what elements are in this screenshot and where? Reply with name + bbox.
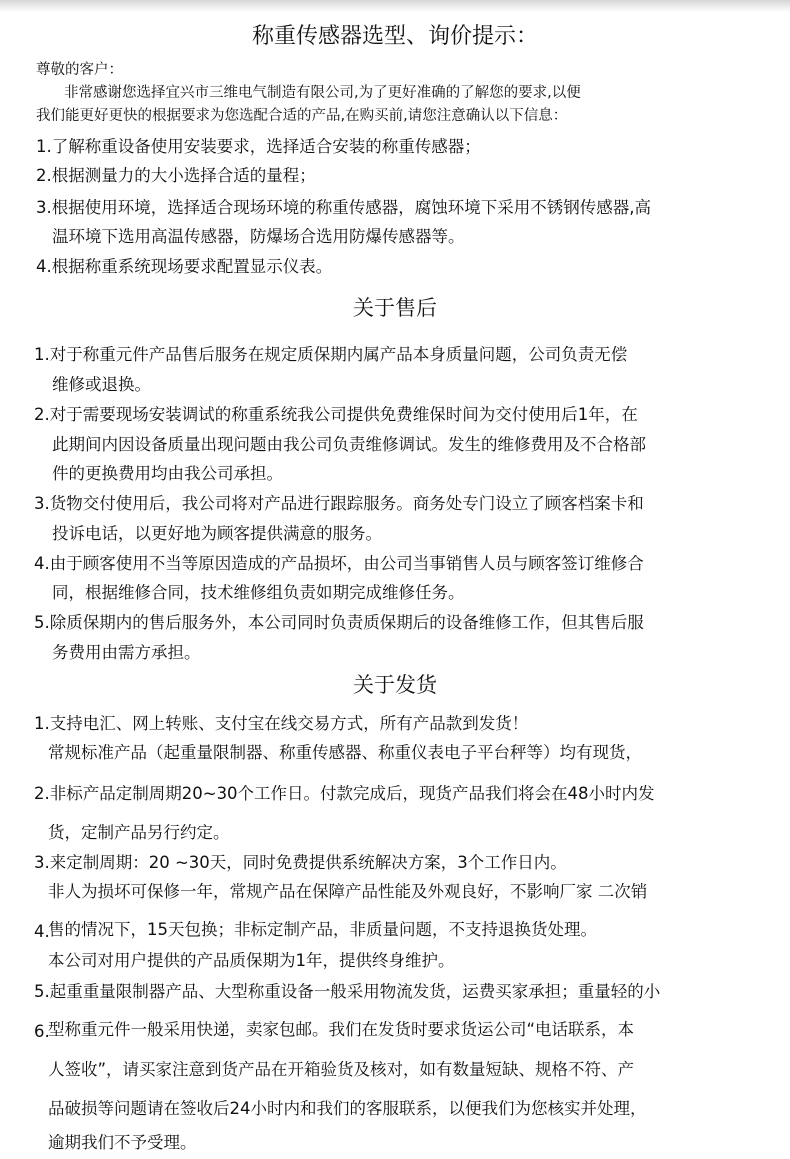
shipping-line: 货，定制产品另行约定。 [48, 823, 230, 842]
selection-item-3: 3.根据使用环境，选择适合现场环境的称重传感器，腐蚀环境下采用不锈钢传感器,高 [36, 198, 651, 217]
intro-line-1: 非常感谢您选择宜兴市三维电气制造有限公司,为了更好准确的了解您的要求,以便 [64, 85, 581, 101]
selection-item-1: 1.了解称重设备使用安装要求，选择适合安装的称重传感器； [36, 137, 481, 156]
shipping-line: 本公司对用户提供的产品质保期为1年，提供终身维护。 [48, 951, 455, 970]
shipping-line: 逾期我们不予受理。 [48, 1133, 197, 1152]
shipping-line: 型称重元件一般采用快递，卖家包邮。我们在发货时要求货运公司“电话联系，本 [48, 1020, 635, 1039]
aftersales-line: 此期间内因设备质量出现问题由我公司负责维修调试。发生的维修费用及不合格部 [52, 435, 646, 454]
greeting: 尊敬的客户： [36, 62, 123, 78]
shipping-line: 售的情况下，15天包换；非标定制产品，非质量问题，不支持退换货处理。 [48, 920, 597, 939]
selection-item-2: 2.根据测量力的大小选择合适的量程； [36, 166, 316, 185]
shipping-line: 5.起重重量限制器产品、大型称重设备一般采用物流发货，运费买家承担；重量轻的小 [34, 982, 661, 1001]
shipping-line: 非人为损坏可保修一年，常规产品在保障产品性能及外观良好，不影响厂家 二次销 [48, 882, 648, 901]
shipping-line: 常规标准产品（起重量限制器、称重传感器、称重仪表电子平台秤等）均有现货， [48, 743, 642, 762]
shipping-line: 1.支持电汇、网上转账、支付宝在线交易方式，所有产品款到发货！ [34, 714, 529, 733]
aftersales-line: 4.由于顾客使用不当等原因造成的产品损坏，由公司当事销售人员与顾客签订维修合 [34, 554, 644, 573]
shipping-line: 人签收”，请买家注意到货产品在开箱验货及核对，如有数量短缺、规格不符、产 [48, 1060, 635, 1079]
aftersales-line: 维修或退换。 [52, 375, 151, 394]
intro-line-2: 我们能更好更快的根据要求为您选配合适的产品,在购买前,请您注意确认以下信息： [36, 108, 568, 124]
aftersales-line: 投诉电话，以更好地为顾客提供满意的服务。 [52, 524, 382, 543]
shipping-item-number: 4. [34, 922, 50, 941]
page-title: 称重传感器选型、询价提示： [251, 24, 538, 49]
shipping-line: 品破损等问题请在签收后24小时内和我们的客服联系，以便我们为您核实并处理， [48, 1099, 647, 1118]
aftersales-line: 同，根据维修合同，技术维修组负责如期完成维修任务。 [52, 583, 465, 602]
shipping-line: 3.来定制周期：20 ~30天，同时免费提供系统解决方案，3个工作日内。 [34, 853, 567, 872]
aftersales-line: 5.除质保期内的售后服务外，本公司同时负责质保期后的设备维修工作，但其售后服 [34, 613, 644, 632]
selection-item-4: 4.根据称重系统现场要求配置显示仪表。 [36, 257, 333, 276]
shipping-line: 2.非标产品定制周期20~30个工作日。付款完成后，现货产品我们将会在48小时内发 [34, 784, 655, 803]
top-shadow-bar [0, 0, 790, 12]
aftersales-line: 1.对于称重元件产品售后服务在规定质保期内属产品本身质量问题，公司负责无偿 [34, 345, 628, 364]
aftersales-line: 2.对于需要现场安装调试的称重系统我公司提供免费维保时间为交付使用后1年，在 [34, 405, 638, 424]
shipping-item-number: 6. [34, 1022, 50, 1041]
selection-item-3-cont: 温环境下选用高温传感器，防爆场合选用防爆传感器等。 [52, 227, 465, 246]
shipping-heading: 关于发货 [353, 673, 437, 697]
aftersales-line: 3.货物交付使用后，我公司将对产品进行跟踪服务。商务处专门设立了顾客档案卡和 [34, 494, 644, 513]
aftersales-heading: 关于售后 [353, 296, 437, 320]
aftersales-line: 件的更换费用均由我公司承担。 [52, 464, 283, 483]
aftersales-line: 务费用由需方承担。 [52, 643, 201, 662]
